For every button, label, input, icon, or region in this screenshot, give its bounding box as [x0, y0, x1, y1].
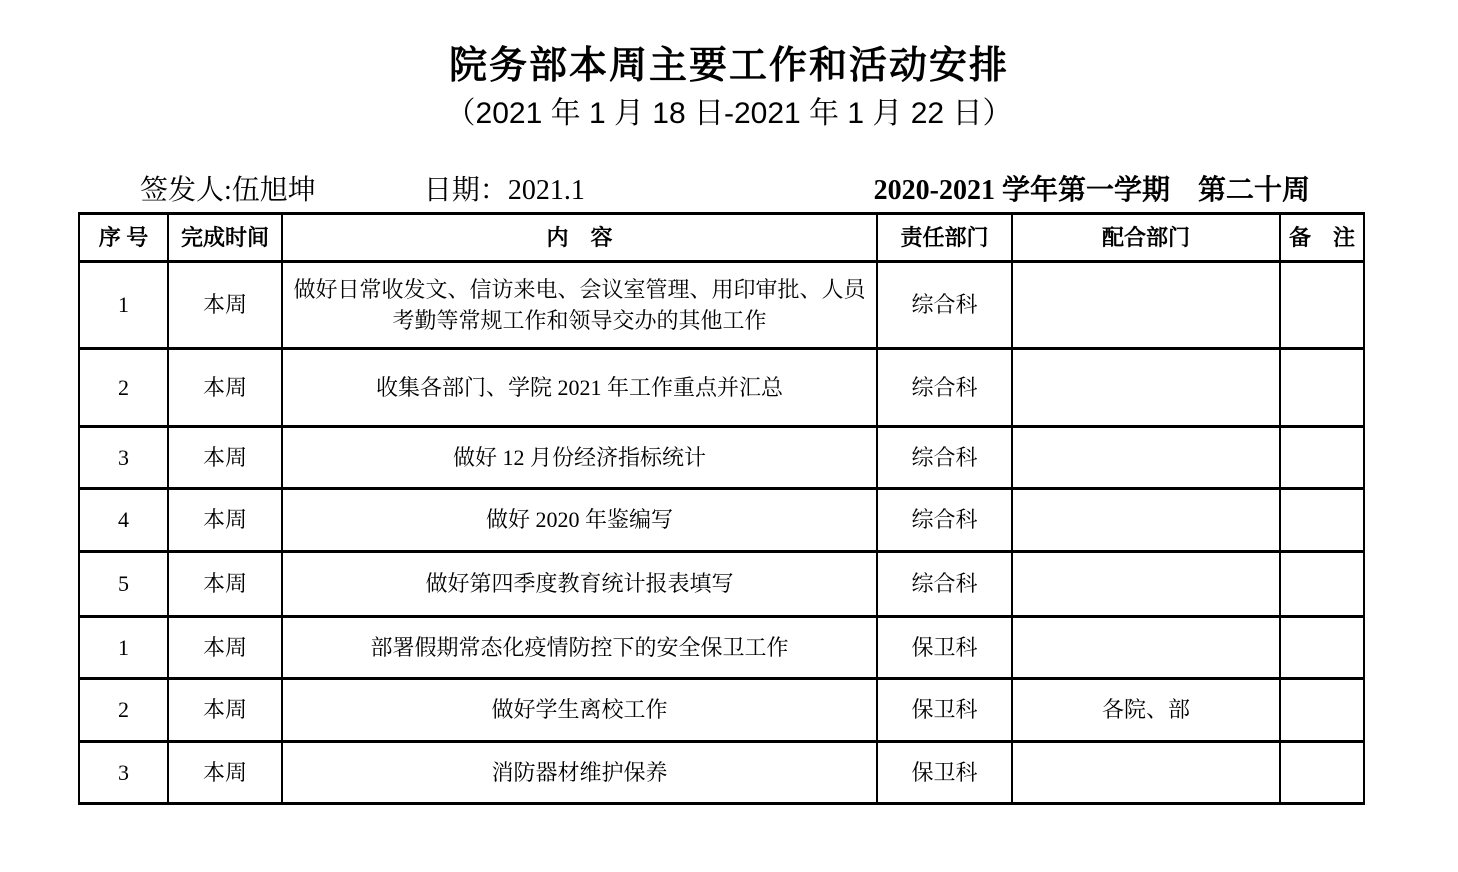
cell-completion-time: 本周	[168, 742, 282, 804]
header-cooperating-dept: 配合部门	[1012, 214, 1280, 262]
cell-content: 消防器材维护保养	[282, 742, 877, 804]
cell-cooperating-dept	[1012, 262, 1280, 349]
date-field	[424, 176, 585, 207]
cell-responsible-dept: 综合科	[877, 349, 1012, 427]
issuer-label: 签发人:	[140, 174, 232, 206]
header-content: 内 容	[282, 214, 877, 262]
work-schedule-table	[78, 212, 1365, 805]
cell-cooperating-dept: 各院、部	[1012, 679, 1280, 742]
date-value: 2021.1	[507, 174, 585, 206]
cell-content: 收集各部门、学院 2021 年工作重点并汇总	[282, 349, 877, 427]
cell-serial-number: 1	[79, 617, 168, 679]
table-row	[79, 262, 1364, 349]
cell-responsible-dept: 保卫科	[877, 679, 1012, 742]
cell-remarks	[1280, 489, 1364, 552]
cell-content: 做好日常收发文、信访来电、会议室管理、用印审批、人员考勤等常规工作和领导交办的其他工作	[282, 262, 877, 349]
cell-completion-time: 本周	[168, 262, 282, 349]
cell-serial-number: 4	[79, 489, 168, 552]
table-body	[79, 262, 1364, 804]
cell-cooperating-dept	[1012, 489, 1280, 552]
cell-responsible-dept: 综合科	[877, 489, 1012, 552]
cell-content: 部署假期常态化疫情防控下的安全保卫工作	[282, 617, 877, 679]
cell-serial-number: 2	[79, 349, 168, 427]
cell-content: 做好 2020 年鉴编写	[282, 489, 877, 552]
cell-completion-time: 本周	[168, 349, 282, 427]
header-serial-number: 序 号	[79, 214, 168, 262]
cell-content: 做好第四季度教育统计报表填写	[282, 552, 877, 617]
cell-serial-number: 1	[79, 262, 168, 349]
meta-row	[140, 176, 1310, 207]
cell-responsible-dept: 综合科	[877, 427, 1012, 489]
cell-completion-time: 本周	[168, 679, 282, 742]
cell-cooperating-dept	[1012, 552, 1280, 617]
cell-remarks	[1280, 617, 1364, 679]
cell-responsible-dept: 保卫科	[877, 617, 1012, 679]
cell-remarks	[1280, 262, 1364, 349]
cell-remarks	[1280, 679, 1364, 742]
table-row	[79, 552, 1364, 617]
semester-week-label: 2020-2021 学年第一学期 第二十周	[873, 174, 1310, 206]
cell-cooperating-dept	[1012, 742, 1280, 804]
cell-content: 做好学生离校工作	[282, 679, 877, 742]
header-responsible-dept: 责任部门	[877, 214, 1012, 262]
table-row	[79, 679, 1364, 742]
cell-serial-number: 5	[79, 552, 168, 617]
cell-serial-number: 3	[79, 427, 168, 489]
cell-remarks	[1280, 349, 1364, 427]
cell-cooperating-dept	[1012, 427, 1280, 489]
header-completion-time: 完成时间	[168, 214, 282, 262]
cell-responsible-dept: 保卫科	[877, 742, 1012, 804]
document-title: 院务部本周主要工作和活动安排	[448, 45, 1009, 87]
document-date-range: （2021 年 1 月 18 日-2021 年 1 月 22 日）	[445, 96, 1013, 130]
table-row	[79, 489, 1364, 552]
table-header	[79, 214, 1364, 262]
cell-completion-time: 本周	[168, 617, 282, 679]
cell-cooperating-dept	[1012, 617, 1280, 679]
cell-responsible-dept: 综合科	[877, 552, 1012, 617]
header-remarks: 备 注	[1280, 214, 1364, 262]
cell-remarks	[1280, 427, 1364, 489]
issuer-field	[140, 176, 316, 207]
cell-completion-time: 本周	[168, 427, 282, 489]
cell-serial-number: 2	[79, 679, 168, 742]
cell-completion-time: 本周	[168, 489, 282, 552]
cell-content: 做好 12 月份经济指标统计	[282, 427, 877, 489]
cell-cooperating-dept	[1012, 349, 1280, 427]
table-row	[79, 349, 1364, 427]
cell-completion-time: 本周	[168, 552, 282, 617]
table-row	[79, 427, 1364, 489]
cell-serial-number: 3	[79, 742, 168, 804]
table-header-row	[79, 214, 1364, 262]
cell-responsible-dept: 综合科	[877, 262, 1012, 349]
cell-remarks	[1280, 742, 1364, 804]
cell-remarks	[1280, 552, 1364, 617]
table-row	[79, 617, 1364, 679]
date-label: 日期：	[423, 174, 508, 206]
table-row	[79, 742, 1364, 804]
issuer-name: 伍旭坤	[231, 174, 316, 206]
